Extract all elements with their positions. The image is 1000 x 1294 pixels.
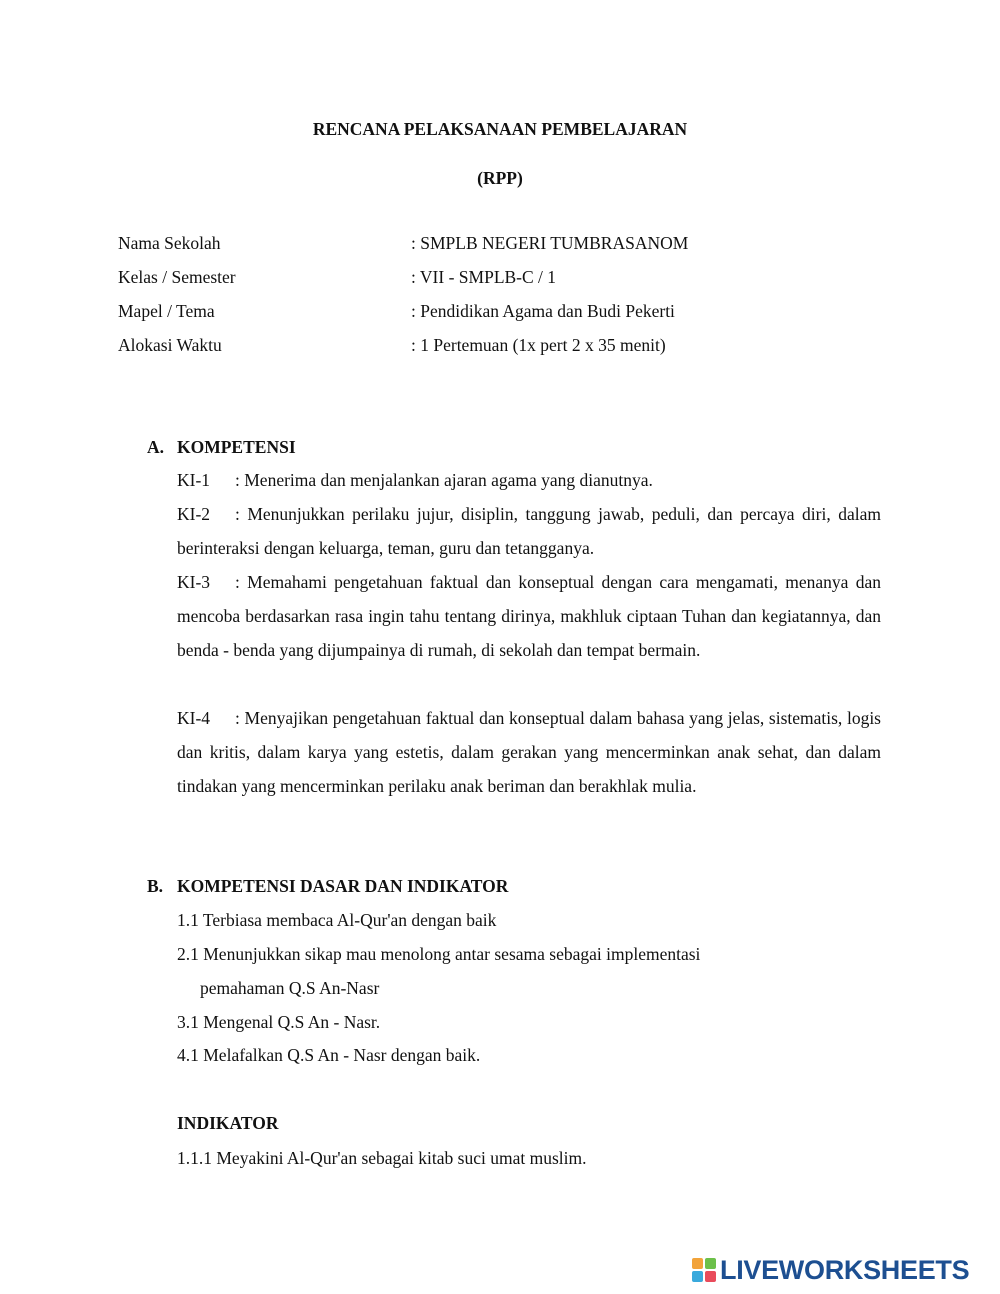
liveworksheets-watermark [692,1255,969,1285]
document-title: RENCANA PELAKSANAAN PEMBELAJARAN [312,119,688,139]
indikator-item: 1.1.1 Meyakini Al-Qur'an sebagai kitab suci umat muslim. [177,1148,587,1168]
kd-item: 1.1 Terbiasa membaca Al-Qur'an dengan baik [177,910,497,930]
info-label: Kelas / Semester [118,267,236,287]
section-b-marker: B. [147,876,164,896]
section-a-heading: KOMPETENSI [177,437,296,457]
ki-text: : Menyajikan pengetahuan faktual dan konseptual dalam bahasa yang jelas, sistematis, logis dan kritis, dalam karya yang estetis, dalam gerakan yang mencerminkan anak sehat, dan dalam tindakan yang mencerminkan perilaku anak beriman dan berakhlak mulia. [177,708,881,796]
ki-code: KI-1 [177,470,211,490]
info-value: : 1 Pertemuan (1x pert 2 x 35 menit) [411,335,666,355]
kd-item: 2.1 Menunjukkan sikap mau menolong antar sesama sebagai implementasi [177,944,701,964]
info-value: : VII - SMPLB-C / 1 [411,267,557,287]
ki-code: KI-2 [177,504,211,524]
kd-item: 4.1 Melafalkan Q.S An - Nasr dengan baik. [177,1045,481,1065]
kd-item: 3.1 Mengenal Q.S An - Nasr. [177,1012,381,1032]
indikator-heading: INDIKATOR [177,1113,279,1133]
ki-text: : Memahami pengetahuan faktual dan konseptual dengan cara mengamati, menanya dan mencoba berdasarkan rasa ingin tahu tentang dirinya, makhluk ciptaan Tuhan dan kegiatannya, dan benda - benda yang dijumpainya di rumah, di sekolah dan tempat bermain. [177,572,881,660]
info-label: Nama Sekolah [118,233,221,253]
ki-1 [177,463,881,497]
ki-code: KI-4 [177,708,211,728]
section-b-heading: KOMPETENSI DASAR DAN INDIKATOR [177,876,509,896]
document-subtitle: (RPP) [477,168,523,188]
ki-text: : Menunjukkan perilaku jujur, disiplin, tanggung jawab, peduli, dan percaya diri, dalam berinteraksi dengan keluarga, teman, guru dan tetangganya. [177,504,881,558]
info-label: Alokasi Waktu [118,335,222,355]
ki-text: : Menerima dan menjalankan ajaran agama yang dianutnya. [235,470,653,490]
liveworksheets-logo-icon [692,1258,716,1282]
ki-code: KI-3 [177,572,211,592]
ki-3 [177,565,881,667]
kd-item-continuation: pemahaman Q.S An-Nasr [200,978,380,998]
ki-2 [177,497,881,565]
ki-4 [177,701,881,803]
watermark-text: LIVEWORKSHEETS [720,1254,970,1285]
info-value: : SMPLB NEGERI TUMBRASANOM [411,233,689,253]
info-label: Mapel / Tema [118,301,215,321]
section-a-marker: A. [147,437,165,457]
info-value: : Pendidikan Agama dan Budi Pekerti [411,301,675,321]
